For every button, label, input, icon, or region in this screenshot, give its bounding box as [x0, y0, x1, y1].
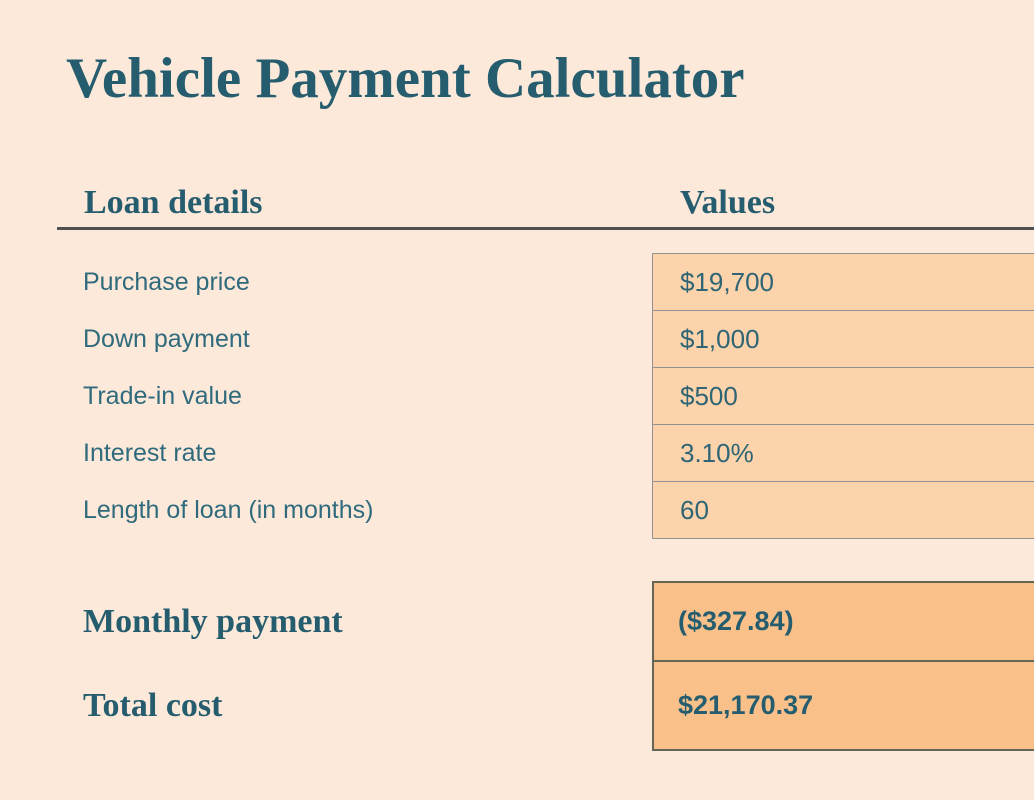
interest-rate-label: Interest rate	[83, 438, 217, 467]
down-payment-input[interactable]: $1,000	[652, 310, 1034, 368]
purchase-price-label: Purchase price	[83, 267, 250, 296]
result-row-monthly-payment	[0, 581, 1034, 662]
trade-in-value-input[interactable]: $500	[652, 367, 1034, 425]
header-divider-rule	[57, 227, 1034, 230]
total-cost-value: $21,170.37	[652, 660, 1034, 751]
loan-details-table	[0, 253, 1034, 539]
monthly-payment-value: ($327.84)	[652, 581, 1034, 662]
table-row-purchase-price	[0, 253, 1034, 311]
table-row-loan-length	[0, 481, 1034, 539]
interest-rate-input[interactable]: 3.10%	[652, 424, 1034, 482]
down-payment-label: Down payment	[83, 324, 250, 353]
result-row-total-cost	[0, 660, 1034, 751]
column-header-loan-details: Loan details	[84, 184, 263, 221]
total-cost-label: Total cost	[83, 686, 223, 724]
loan-length-label: Length of loan (in months)	[83, 495, 374, 524]
trade-in-value-label: Trade-in value	[83, 381, 242, 410]
page-title: Vehicle Payment Calculator	[66, 47, 745, 110]
results-section	[0, 581, 1034, 751]
loan-length-input[interactable]: 60	[652, 481, 1034, 539]
table-row-trade-in-value	[0, 367, 1034, 425]
table-row-down-payment	[0, 310, 1034, 368]
purchase-price-input[interactable]: $19,700	[652, 253, 1034, 311]
table-row-interest-rate	[0, 424, 1034, 482]
monthly-payment-label: Monthly payment	[83, 602, 343, 640]
column-header-values: Values	[680, 184, 776, 221]
